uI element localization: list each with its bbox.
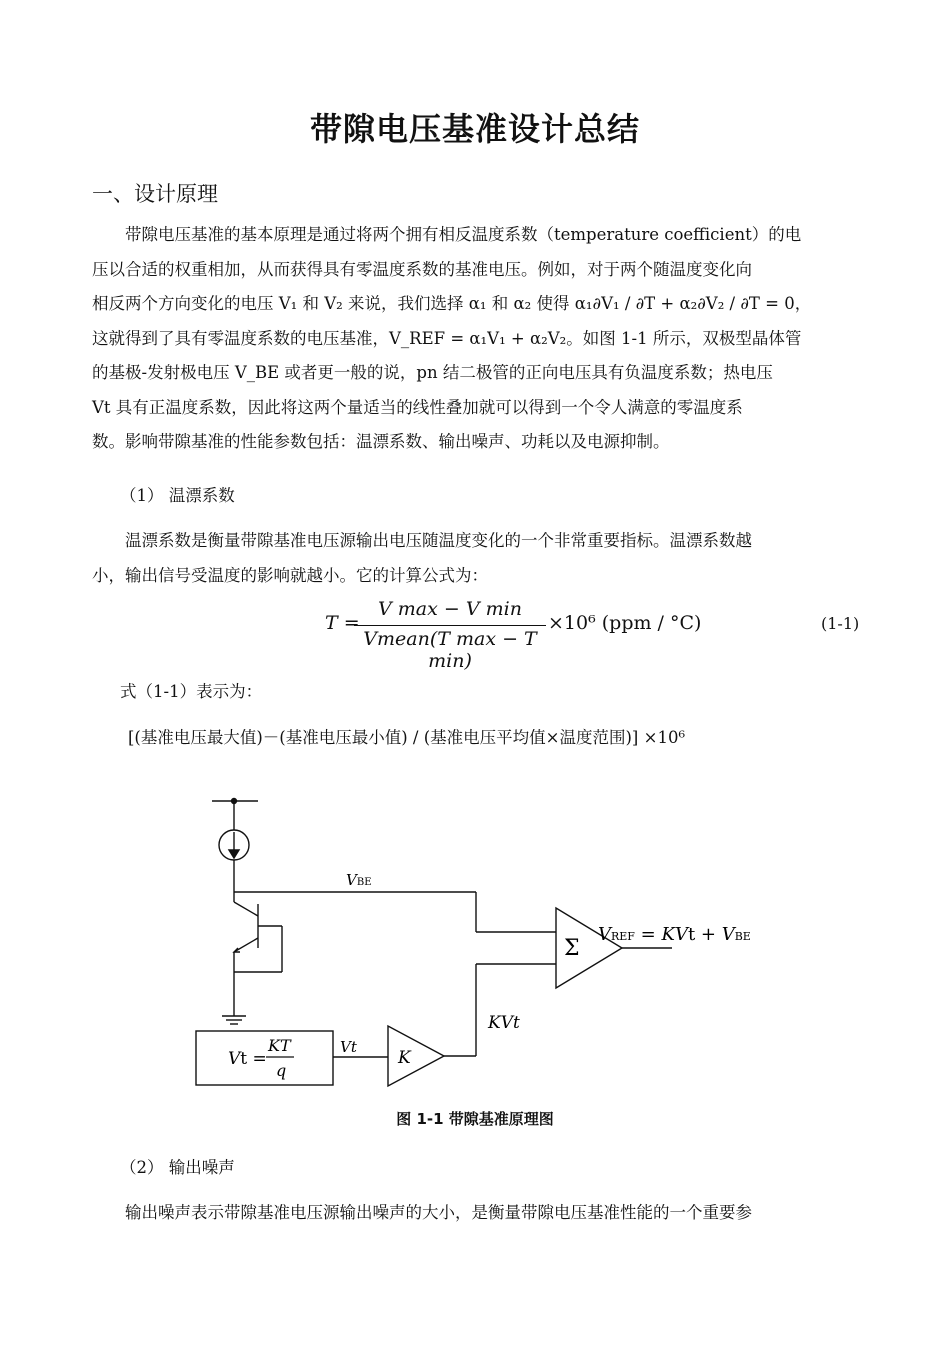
k-label: K [398, 1048, 411, 1068]
text-line: Vt 具有正温度系数，因此将这两个量适当的线性叠加就可以得到一个令人满意的零温度系 [92, 397, 743, 417]
formula-description: 式（1-1）表示为： [120, 682, 263, 701]
text-line: 的基极-发射极电压 V_BE 或者更一般的说，pn 结二极管的正向电压具有负温度系数；热电压 [92, 363, 773, 382]
text-line: 压以合适的权重相加，从而获得具有零温度系数的基准电压。例如，对于两个随温度变化向 [92, 259, 752, 279]
drift-paragraph [92, 524, 862, 593]
vt-formula: Vt = [228, 1049, 267, 1069]
noise-paragraph [92, 1196, 862, 1231]
subheading-drift: （1） 温漂系数 [120, 486, 235, 505]
vt-formula-den: q [276, 1061, 287, 1080]
intro-paragraph [92, 218, 862, 460]
section-heading: 一、设计原理 [92, 182, 218, 206]
vref-label: VREF = KVt + VBE [598, 924, 751, 945]
text-line: 小，输出信号受温度的影响就越小。它的计算公式为： [92, 565, 488, 585]
text-line: 数。影响带隙基准的性能参数包括：温漂系数、输出噪声、功耗以及电源抑制。 [92, 432, 670, 451]
page-title: 带隙电压基准设计总结 [309, 110, 640, 148]
text-line: 相反两个方向变化的电压 V₁ 和 V₂ 来说，我们选择 α₁ 和 α₂ 使得 α₁∂V₁ / ∂T + α₂∂V₂ / ∂T = 0， [92, 294, 812, 313]
text-line: 输出噪声表示带隙基准电压源输出噪声的大小，是衡量带隙电压基准性能的一个重要参 [92, 1203, 752, 1222]
text-line: 这就得到了具有零温度系数的电压基准，V_REF = α₁V₁ + α₂V₂。如图 1-1 所示，双极型晶体管 [92, 328, 802, 348]
formula-factor: ×10⁶ (ppm / °C) [548, 612, 702, 634]
formula-1-1 [0, 598, 950, 672]
sum-symbol: Σ [564, 936, 580, 961]
text-line: 温漂系数是衡量带隙基准电压源输出电压随温度变化的一个非常重要指标。温漂系数越 [92, 531, 752, 550]
formula-text: [(基准电压最大值)－(基准电压最小值) / (基准电压平均值×温度范围)] ×10⁶ [128, 728, 686, 747]
fraction-bar [354, 625, 546, 626]
bandgap-diagram [0, 780, 950, 1100]
formula-fraction [354, 598, 546, 672]
figure-caption: 图 1-1 带隙基准原理图 [396, 1110, 554, 1128]
subheading-noise: （2） 输出噪声 [120, 1158, 235, 1177]
vt-formula-num: KT [268, 1036, 291, 1055]
formula-denominator: Vmean(T max − T min) [363, 628, 537, 672]
kvt-label: KVt [488, 1013, 520, 1033]
text-line: 带隙电压基准的基本原理是通过将两个拥有相反温度系数（temperature coefficient）的电 [92, 225, 802, 244]
formula-numerator: V max − V min [378, 598, 522, 620]
vbe-label: VBE [346, 871, 372, 889]
equation-number: (1-1) [821, 614, 860, 633]
formula-lhs: T = [325, 612, 360, 634]
vt-label: Vt [340, 1038, 357, 1056]
